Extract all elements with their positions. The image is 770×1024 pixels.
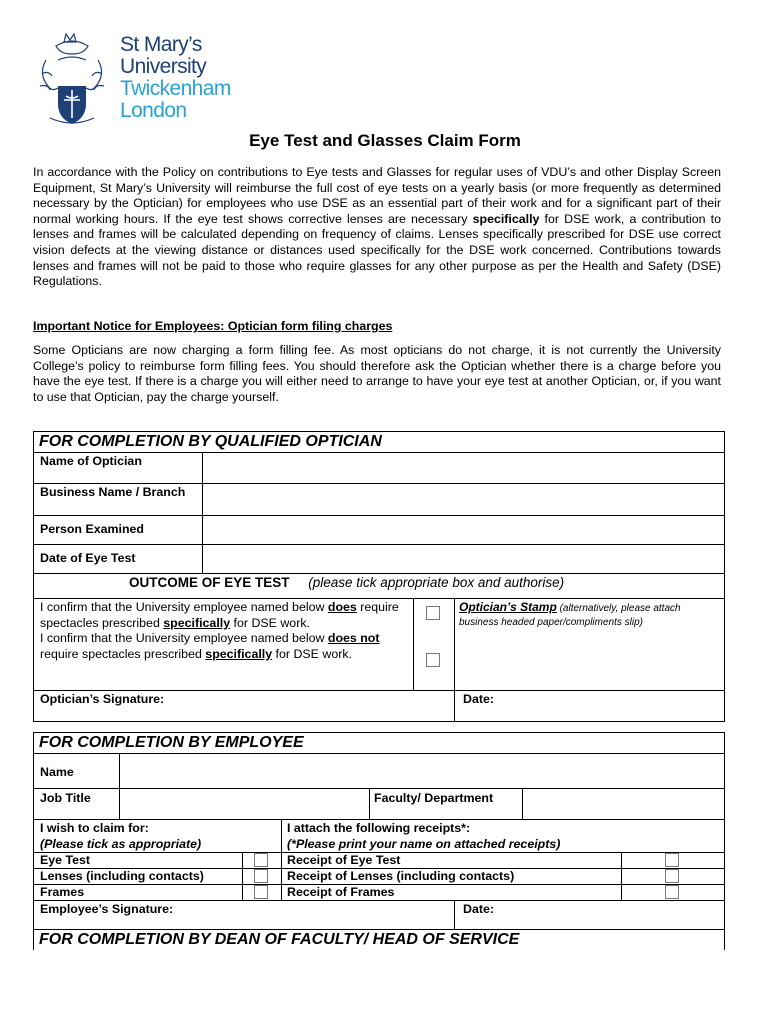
receipts-note: (*Please print your name on attached receipts)	[287, 837, 561, 851]
claim-for-label: I wish to claim for:	[40, 821, 149, 835]
outcome-requires-checkbox[interactable]	[426, 606, 440, 620]
optician-section	[33, 431, 725, 722]
claim-frames-checkbox[interactable]	[254, 885, 268, 899]
business-name-field[interactable]	[204, 484, 723, 515]
business-name-label: Business Name / Branch	[40, 485, 186, 499]
notice-paragraph: Some Opticians are now charging a form filling fee. As most opticians do not charge, it is not currently the University College’s policy to reimburse form filling fees. You should therefore ask the Optician whether there is a charge before you have the eye test. If there is a charge you will either need to arrange to have your eye test at another Optician, or, if you want to use that Optician, pay the charge yourself.	[33, 343, 721, 404]
receipt-lenses-checkbox[interactable]	[665, 869, 679, 883]
faculty-field[interactable]	[524, 789, 723, 819]
claim-lenses-checkbox[interactable]	[254, 869, 268, 883]
claim-for-note: (Please tick as appropriate)	[40, 837, 202, 851]
optician-name-label: Name of Optician	[40, 454, 142, 468]
receipt-eye-test-label: Receipt of Eye Test	[287, 853, 401, 867]
claim-eye-test-label: Eye Test	[40, 853, 91, 867]
outcome-heading: OUTCOME OF EYE TEST (please tick appropriate box and authorise)	[129, 575, 565, 590]
employee-signature-field[interactable]	[34, 901, 453, 929]
employee-date-field[interactable]	[455, 901, 723, 929]
receipt-frames-label: Receipt of Frames	[287, 885, 395, 899]
job-title-field[interactable]	[121, 789, 368, 819]
outcome-not-required-text: I confirm that the University employee named below does not require spectacles prescribed specifically for DSE work.	[40, 631, 380, 661]
receipts-label: I attach the following receipts*:	[287, 821, 471, 835]
optician-signature-date-label: Date:	[463, 692, 494, 706]
job-title-label: Job Title	[40, 791, 91, 805]
receipt-lenses-label: Receipt of Lenses (including contacts)	[287, 869, 515, 883]
optician-stamp-area[interactable]: Optician’s Stamp (alternatively, please attach business headed paper/compliments slip)	[459, 600, 681, 628]
outcome-requires-text: I confirm that the University employee named below does require spectacles prescribed specifically for DSE work.	[40, 600, 399, 630]
optician-signature-label: Optician’s Signature:	[40, 692, 165, 706]
claim-frames-label: Frames	[40, 885, 85, 899]
faculty-label: Faculty/ Department	[374, 791, 494, 805]
claim-eye-test-checkbox[interactable]	[254, 853, 268, 867]
receipt-frames-checkbox[interactable]	[665, 885, 679, 899]
eye-test-date-label: Date of Eye Test	[40, 551, 136, 565]
employee-name-field[interactable]	[121, 754, 723, 788]
employee-date-label: Date:	[463, 902, 494, 916]
person-examined-field[interactable]	[204, 516, 723, 544]
employee-name-label: Name	[40, 765, 74, 779]
dean-section-heading: FOR COMPLETION BY DEAN OF FACULTY/ HEAD OF SERVICE	[39, 931, 520, 948]
dean-section	[33, 929, 725, 950]
claim-lenses-label: Lenses (including contacts)	[40, 869, 204, 883]
employee-section-heading: FOR COMPLETION BY EMPLOYEE	[39, 734, 304, 751]
notice-heading: Important Notice for Employees: Optician form filing charges	[33, 319, 393, 333]
outcome-not-required-checkbox[interactable]	[426, 653, 440, 667]
university-name-logo: St Mary’s University Twickenham London	[120, 33, 231, 122]
page-title: Eye Test and Glasses Claim Form	[249, 131, 521, 150]
intro-paragraph: In accordance with the Policy on contributions to Eye tests and Glasses for regular uses of VDU’s and other Display Screen Equipment, St Mary’s University will reimburse the full cost of eye tests on a yearly basis (or more frequently as determined necessary by the Optician) for employees who use DSE as an essential part of their work and for a significant part of their normal working hours. If the eye test shows corrective lenses are necessary specifically for DSE work, a contribution to lenses and frames will be calculated depending on frequency of claims. Lenses specifically prescribed for DSE use correct vision defects at the viewing distance or distances used specifically for the DSE work concerned. Contributions towards lenses and frames will not be paid to those who require glasses for any other purpose as per the Health and Safety (DSE) Regulations.	[33, 165, 721, 289]
eye-test-date-field[interactable]	[204, 545, 723, 573]
optician-name-field[interactable]	[204, 453, 723, 483]
university-crest-logo	[36, 30, 108, 130]
receipt-eye-test-checkbox[interactable]	[665, 853, 679, 867]
employee-section	[33, 732, 725, 930]
employee-signature-label: Employee’s Signature:	[40, 902, 174, 916]
person-examined-label: Person Examined	[40, 522, 144, 536]
optician-section-heading: FOR COMPLETION BY QUALIFIED OPTICIAN	[39, 433, 382, 450]
